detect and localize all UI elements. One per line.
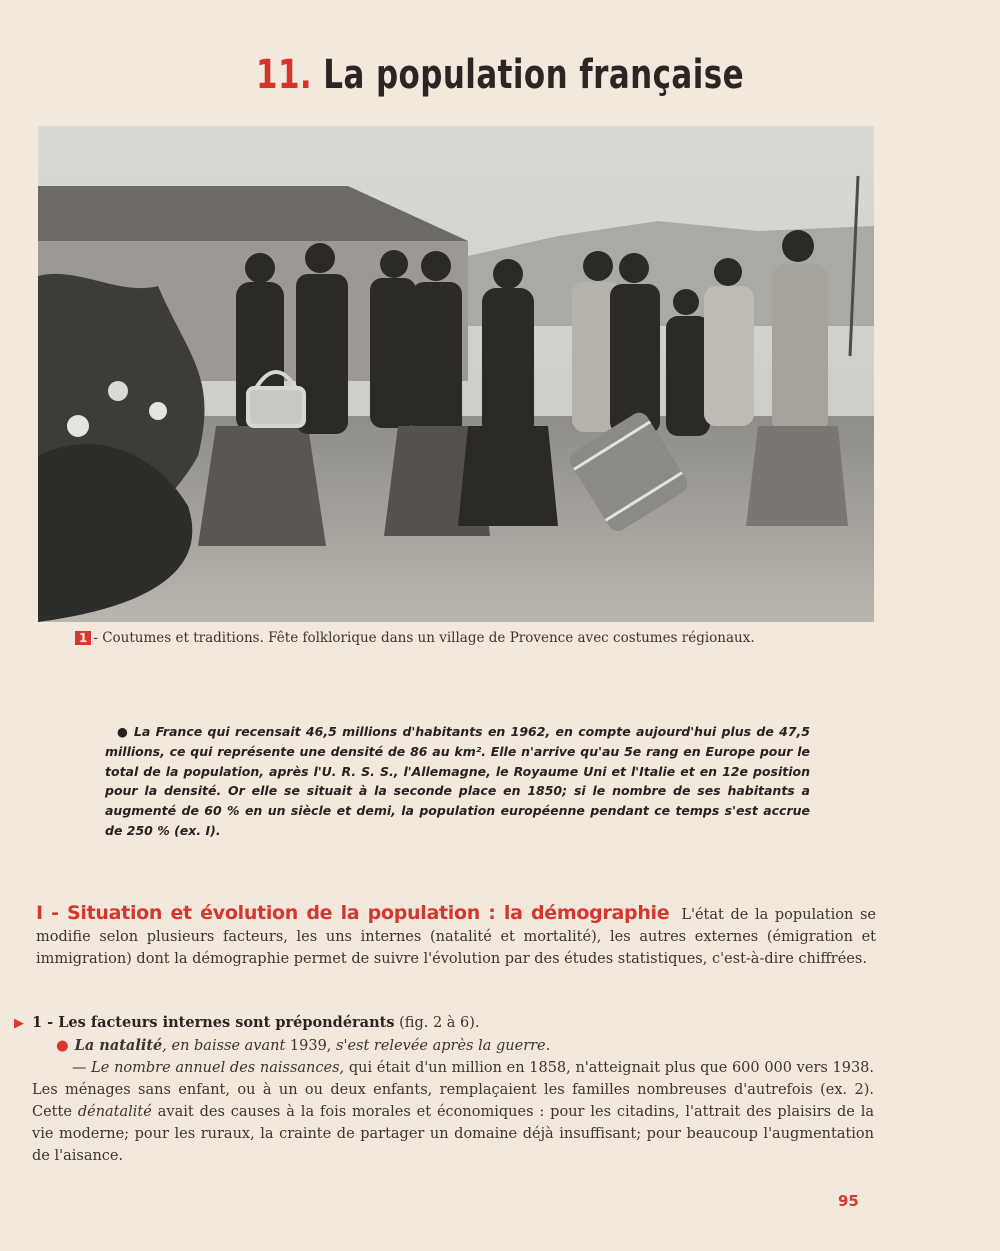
intro-text: La France qui recensait 46,5 millions d'habitants en 1962, en compte aujourd'hui plus de 47,5 millions, ce qui représente une densité de 86 au km². Elle n'arrive qu'au 5e rang en Europe pour le total de la population, après l'U. R. S. S., l'Allemagne, le Royaume Uni et l'Italie et en 12e position pour la densité. Or elle se situait à la seconde place en 1850; si le nombre de ses habitants a augmenté de 60 % en un siècle et demi, la population européenne pendant ce temps s'est accrue de 250 % (ex. I). xyxy=(105,724,810,838)
figure-caption-text: - Coutumes et traditions. Fête folklorique dans un village de Provence avec costumes régionaux. xyxy=(93,630,755,646)
page-number: 95 xyxy=(838,1192,859,1210)
natalite-label: La natalité xyxy=(74,1037,163,1054)
folklore-photo-image xyxy=(38,126,874,622)
figure-caption xyxy=(75,630,855,646)
subsection-title-line xyxy=(14,1012,874,1035)
chapter-number: 11. xyxy=(255,52,313,98)
bullet-icon: ● xyxy=(117,724,128,739)
subsection-figure-ref: (fig. 2 à 6). xyxy=(399,1015,480,1031)
natalite-year: 1939, xyxy=(289,1038,332,1054)
natalite-after: s'est relevée après la guerre. xyxy=(336,1038,551,1054)
section-text: L'état de la population se modifie selon plusieurs facteurs, les uns internes (natalité et mortalité), les autres externes (émigration et immigration) dont la démographie permet de suivre l'évolution par des études statistiques, c'est-à-dire chiffrées. xyxy=(36,907,876,967)
section-heading: I - Situation et évolution de la population : la démographie xyxy=(36,902,670,924)
arrow-marker-icon: ▶ xyxy=(14,1016,24,1031)
para-emphasis: dénatalité xyxy=(77,1104,152,1120)
chapter-title-text: La population française xyxy=(323,52,745,98)
para-lead: — Le nombre annuel des naissances, xyxy=(72,1060,345,1076)
natalite-point xyxy=(14,1035,874,1057)
para-text-a: qui était d'un million en 1858, n'atteignait plus que 600 000 vers 1938. Les ménages sans enfant, ou à un ou deux enfants, remplaçaient les familles nombreuses d'autrefois (ex. 2). Cette xyxy=(32,1060,875,1120)
chapter-title xyxy=(70,52,930,98)
intro-paragraph xyxy=(105,722,810,841)
figure-number-badge: 1 xyxy=(75,631,91,645)
para-text-b: avait des causes à la fois morales et économiques : pour les citadins, l'attrait des plaisirs de la vie moderne; pour les ruraux, la crainte de partager un domaine déjà insuffisant; pour beaucoup l'augmentation de l'aisance. xyxy=(32,1104,875,1164)
red-bullet-icon: ● xyxy=(56,1038,69,1054)
natalite-before: , en baisse avant xyxy=(162,1038,286,1054)
body-paragraph xyxy=(14,1057,874,1167)
subsection-title: 1 - Les facteurs internes sont prépondérants xyxy=(32,1014,395,1031)
section-1 xyxy=(36,902,876,970)
subsection-1 xyxy=(14,1012,874,1167)
folklore-photo xyxy=(38,126,874,622)
